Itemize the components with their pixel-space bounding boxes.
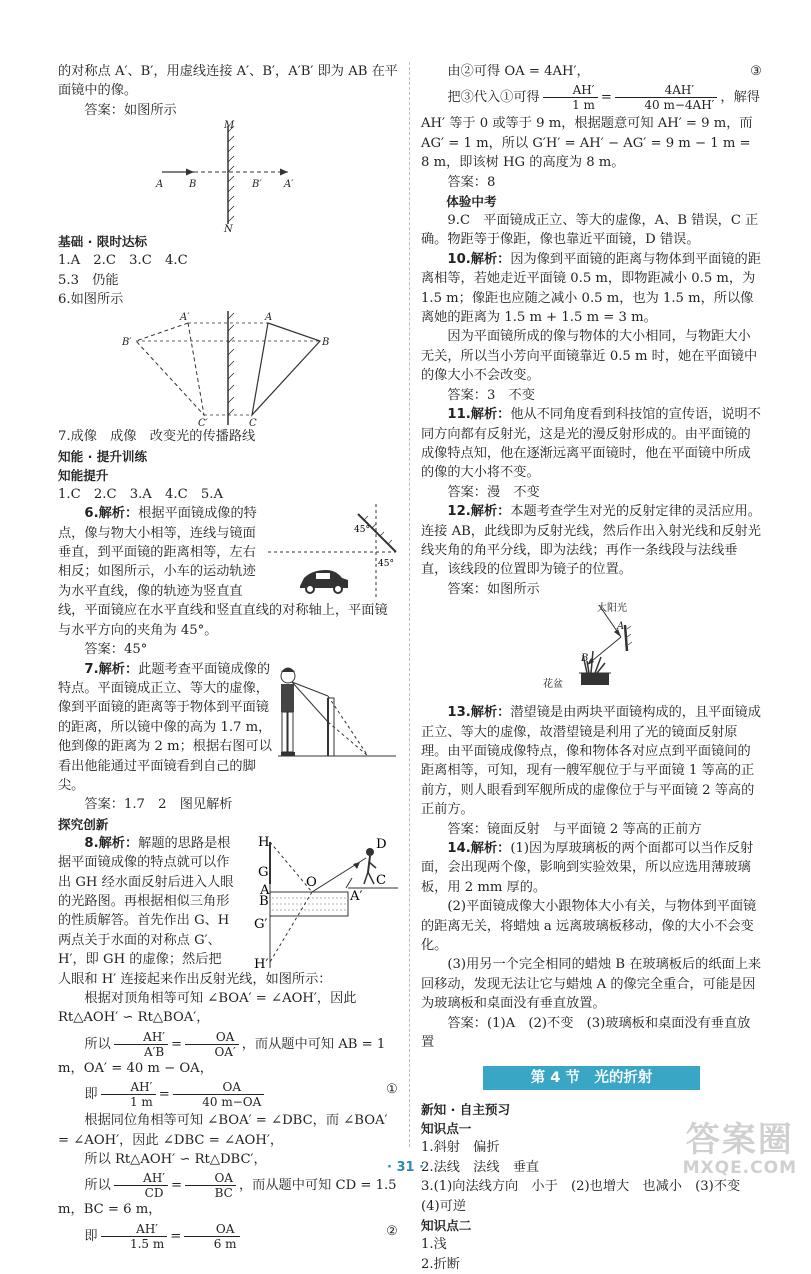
label-a: A: [265, 312, 273, 324]
column-divider: [409, 62, 410, 1147]
equation-number: ③: [750, 64, 762, 79]
fraction: $\frac{AH'}{1.5 m}$: [101, 1222, 168, 1251]
label-m: M: [224, 120, 235, 132]
fraction: $\frac{4AH'}{40 m-4AH'}$: [615, 83, 717, 112]
heading-knowledge-1: 知识点一: [421, 1121, 472, 1137]
label-o: O: [306, 874, 317, 890]
label-g-prime: G′: [254, 916, 268, 932]
heading-basic: 基础 · 限时达标: [58, 234, 148, 250]
label: 6.解析：: [84, 506, 139, 522]
paragraph: (2)平面镜成像大小跟物体大小有关，与物体到平面镜的距离无关，将蜡烛 a 远离玻璃板移动，像的大小不会变化。: [421, 899, 757, 954]
label: 12.解析：: [447, 504, 511, 520]
paragraph: 他从不同角度看到科技馆的宣传语，说明不同方向都有反射光，这是光的漫反射形成的。由平面镜的成像特点知，他在逐渐远离平面镜时，他在平面镜中所成的像的大小将不变。: [421, 407, 761, 481]
watermark: 答案圈 MXQE.COM: [682, 1120, 797, 1178]
answer-line: 1.C 2.C 3.A 4.C 5.A: [58, 486, 223, 502]
equation-number: ①: [386, 1082, 398, 1098]
paragraph: 因为像到平面镜的距离与物体到平面镜的距离相等，若她走近平面镜 0.5 m，即物距减小 0.5 m，为 1.5 m；像距也应随之减小 0.5 m，也为 1.5 m，所以像离她的距离为 1.5 m + 1.5 m = 3 m。: [421, 251, 761, 326]
label-a-prime: A′: [284, 179, 294, 191]
label-d: D: [376, 836, 387, 852]
fraction: $\frac{OA}{6 m}$: [184, 1222, 239, 1251]
fraction: $\frac{AH'}{CD}$: [114, 1171, 168, 1200]
fraction: $\frac{AH'}{A'B}$: [114, 1030, 168, 1059]
label-c-prime: C′: [198, 418, 208, 428]
paragraph: 根据同位角相等可知 ∠BOA′ = ∠DBC，而 ∠BOA′ = ∠AOH′，因此 ∠DBC = ∠AOH′，: [58, 1113, 388, 1148]
label-a: A: [260, 882, 270, 898]
label: 8.解析：: [84, 835, 139, 851]
label-a-prime: A′: [180, 312, 190, 324]
label: 7.解析：: [84, 661, 139, 677]
section-title: 第 4 节 光的折射: [483, 1066, 700, 1090]
fraction: $\frac{AH'}{1 m}$: [101, 1080, 156, 1109]
heading-exam: 体验中考: [446, 194, 497, 210]
label-b-prime: B′: [252, 179, 262, 191]
answer-line: 1.斜射 偏折: [421, 1140, 500, 1156]
answer: 答案：如图所示: [447, 581, 540, 597]
figure-sunlight-mirror: [421, 599, 762, 703]
figure-tree-water: [240, 834, 398, 968]
fraction: $\frac{OA}{BC}$: [185, 1171, 236, 1200]
figure-triangle-mirror: [58, 309, 398, 427]
angle-label: 45°: [354, 525, 370, 536]
answer-line: 1.A 2.C 3.C 4.C: [58, 253, 188, 269]
label-b: B: [322, 337, 330, 349]
paragraph: 此题考查平面镜成像的特点。平面镜成正立、等大的虚像，像到平面镜的距离等于物体到平面镜的距离，所以镜中像的高为 1.7 m，他到像的距离为 2 m；根据右图可以看出他能通过平面镜看到自己的脚尖。: [58, 661, 272, 793]
fraction: $\frac{OA}{40 m-OA}$: [173, 1080, 264, 1109]
label-b-prime: B′: [122, 337, 132, 349]
label-a: A: [156, 179, 164, 191]
answer: 答案：(1)A (2)不变 (3)玻璃板和桌面没有垂直放置: [421, 1015, 751, 1051]
answer-line: 3.(1)向法线方向 小于 (2)也增大 也减小 (3)不变 (4)可逆: [421, 1179, 754, 1214]
answer-line: 7.成像 成像 改变光的传播路线: [58, 429, 256, 445]
right-column: 由②可得 OA = 4AH′， ③ 把③代入①可得 $\frac{AH'}{1 m}$ = $\frac{4AH'}{40 m-4AH'}$ ，解得 AH′ 等于 0 或等于 9 m，根据题意可知 AH′ = 9 m，而 AG′ = 1 m，所以 G′H′ = AH′ − AG′ = 9 m − 1 m = 8 m，即该树 HG 的高度为 8 m。 答案：8 体验中考 9.C 平面镜成正立、等大的虚像，A、B 错误，C 正确。物距等于像距，像也靠近平面镜，D 错误。 10.解析：因为像到平面镜的距离与物体到平面镜的距离相等，若她走近平面镜 0.5 m，即物距减小 0.5 m，为 1.5 m；像距也应随之减小 0.5 m，也为 1.5 m，所以像离她的距离为 1.5 m + 1.5 m = 3 m。 因为平面镜所成的像与物体的大小相同，与物距大小无关，所以当小芳向平面镜靠近 0.5 m 时，她在平面镜中的像大小不会改变。 答案：3 不变 11.解析：他从不同角度看到科技馆的宣传语，说明不同方向都有反射光，这是光的漫反射形成的。由平面镜的成像特点知，他在逐渐远离平面镜时，他在平面镜中所成的像的大小将不变。 答案：漫 不变 12.解析：本题考查学生对光的反射定律的灵活应用。连接 AB，此线即为反射光线，然后作出入射光线和反射光线夹角的角平分线，即为法线；再作一条线段与法线垂直，该线段的位置即为镜子的位置。 答案：如图所示 太阳光 A B 花盆 13.解析：潜望镜是由两块平面镜构成的，且平面镜成正立、等大的虚像，故潜望镜是利用了光的镜面反射原理。由平面镜成像特点，像和物体各对应点到平面镜间的距离相等，可知，现有一艘军舰位于与平面镜 1 等高的正前方，则人眼看到军舰所成的虚像位于与平面镜 2 等高的正前方。 答案：镜面反射 与平面镜 2 等高的正前方 14.解析：(1)因为厚玻璃板的两个面都可以当作反射面，会出现两个像，影响到实验效果，所以应选用薄玻璃板，用 2 mm 厚的。 (2)平面镜成像大小跟物体大小有关，与物体到平面镜的距离无关，将蜡烛 a 远离玻璃板移动，像的大小不会变化。 (3)用另一个完全相同的蜡烛 B 在玻璃板后的纸面上来回移动，发现无法让它与蜡烛 A 的像完全重合，可能是因为玻璃板和桌面没有垂直放置。 答案：(1)A (2)不变 (3)玻璃板和桌面没有垂直放置 第 4 节 光的折射 新知 · 自主预习 知识点一 1.斜射 偏折 2.法线 法线 垂直 3.(1)向法线方向 小于 (2)也增大 也减小 (3)不变 (4)可逆 知识点二 1.浅 2.折断: [421, 62, 762, 1274]
answer-line: 5.3 仍能: [58, 272, 119, 288]
label-c: C: [376, 872, 387, 888]
heading-knowledge-2: 知识点二: [421, 1218, 472, 1234]
paragraph: 根据对顶角相等可知 ∠BOA′ = ∠AOH′，因此 Rt△AOH′ ∽ Rt△BOA′，: [58, 991, 357, 1026]
answer-line: 2.法线 法线 垂直: [421, 1159, 540, 1175]
answer: 答案：8: [447, 174, 496, 190]
paragraph: AH′ 等于 0 或等于 9 m，根据题意可知 AH′ = 9 m，而 AG′ = 1 m，所以 G′H′ = AH′ − AG′ = 9 m − 1 m = 8 m，即该树 HG 的高度为 8 m。: [421, 116, 753, 171]
paragraph: (3)用另一个完全相同的蜡烛 B 在玻璃板后的纸面上来回移动，发现无法让它与蜡烛 A 的像完全重合，可能是因为玻璃板和桌面没有垂直放置。: [421, 957, 762, 1012]
paragraph: 9.C 平面镜成正立、等大的虚像，A、B 错误，C 正确。物距等于像距，像也靠近平面镜，D 错误。: [421, 213, 759, 248]
label: 14.解析：: [447, 841, 511, 856]
figure-boy-mirror: [278, 660, 398, 768]
paragraph: 的对称点 A′、B′，用虚线连接 A′、B′，A′B′ 即为 AB 在平面镜中的像。: [58, 64, 398, 99]
figure-mirror-ab: [58, 120, 398, 232]
label-b: B: [581, 653, 589, 665]
equation-number: ②: [386, 1223, 398, 1239]
heading-explore: 探究创新: [58, 816, 109, 832]
heading-new: 新知 · 自主预习: [421, 1102, 511, 1118]
paragraph: 根据平面镜成像的特点，像与物大小相等，连线与镜面垂直，到平面镜的距离相等，左右相反；如图所示，小车的运动轨迹为水平直线，像的轨迹为竖直直线，平面镜应在水平直线和竖直直线的对称轴上，平面镜与水平方向的夹角为 45°。: [58, 506, 388, 638]
answer: 答案：镜面反射 与平面镜 2 等高的正前方: [447, 821, 702, 837]
answer: 答案：漫 不变: [447, 484, 540, 500]
answer: 答案：如图所示: [84, 102, 177, 118]
label: 10.解析：: [447, 251, 511, 267]
label-a: A: [617, 621, 625, 633]
paragraph: 解题的思路是根据平面镜成像的特点就可以作出 GH 经水面反射后进入人眼的光路图。再根据相似三角形的性质解答。首先作出 G、H 两点关于水面的对称点 G′、H′，即 GH 的虚像；然后把人眼和 H′ 连接起来作出反射光线，如图所示：: [58, 835, 332, 987]
paragraph: 潜望镜是由两块平面镜构成的，且平面镜成正立、等大的虚像，故潜望镜是利用了光的镜面反射原理。由平面镜成像特点，像和物体各对应点到平面镜间的距离相等，可知，现有一艘军舰位于与平面镜 1 等高的正前方，则人眼看到军舰所成的虚像位于与平面镜 2 等高的正前方。: [421, 705, 761, 818]
paragraph: 因为平面镜所成的像与物体的大小相同，与物距大小无关，所以当小芳向平面镜靠近 0.5 m 时，她在平面镜中的像大小不会改变。: [421, 329, 758, 384]
fraction: $\frac{AH'}{1 m}$: [543, 83, 598, 112]
paragraph: 所以 Rt△AOH′ ∽ Rt△DBC′，: [84, 1152, 267, 1168]
label-c: C: [249, 418, 257, 428]
label: 13.解析：: [447, 705, 511, 721]
paragraph: (1)因为厚玻璃板的两个面都可以当作反射面，会出现两个像，影响到实验效果，所以应选用薄玻璃板，用 2 mm 厚的。: [421, 841, 754, 895]
label-b: B: [259, 893, 269, 909]
label-b: B: [189, 179, 197, 191]
label-a-prime: A′: [350, 888, 363, 904]
answer-line: 2.折断: [421, 1256, 460, 1272]
label: 11.解析：: [447, 407, 511, 423]
answer: 答案：45°: [84, 642, 148, 658]
fraction: $\frac{OA}{OA'}$: [185, 1030, 239, 1059]
subheading-ability: 知能提升: [58, 467, 109, 483]
answer: 答案：3 不变: [447, 387, 535, 403]
angle-label: 45°: [378, 559, 394, 570]
label-h-prime: H′: [254, 956, 269, 968]
label-h: H: [258, 834, 270, 850]
left-column: 的对称点 A′、B′，用虚线连接 A′、B′，A′B′ 即为 AB 在平面镜中的像。 答案：如图所示 M N A B B′ A′ 基础 · 限时达标 1.A 2.C 3.C 4.C 5.3 仍能 6.如图所示 A′ A B′ B C′ C 7.成像 成像 改变光的传播路线 知能 · 提升训练 知能提升 1.C 2.C 3.A 4.C 5.A 45° 45° 6.解析：根据平面镜成像的特点，像与物大小相等，连线与镜面垂直，到平面镜的距离相等，左右相反；如图所示，小车的运动轨迹为水平直线，像的轨迹为竖直直线，平面镜应在水平直线和竖直直线的对称轴上，平面镜与水平方向的夹角为 45°。 答案：45° 7.解析：此题考查平面镜成像的特点。平面镜成正立、等大的虚像，像到平面镜的距离等于物体到平面镜的距离，所以镜中像的高为 1.7 m，他到像的距离为 2 m；根据右图可以看出他能通过平面镜看到自己的脚尖。 答案：1.7 2 图见解析 探究创新 H G A B G′ H′ O A′ C D 8.解析：解题的思路是根据平面镜成像的特点就可以作出 GH 经水面反射后进入人眼的光路图。再根据相似三角形的性质解答。首先作出 G、H 两点关于水面的对称点 G′、H′，即 GH 的虚像；然后把人眼和 H′ 连接起来作出反射光线，如图所示： 根据对顶角相等可知 ∠BOA′ = ∠AOH′，因此 Rt△AOH′ ∽ Rt△BOA′， 所以 $\frac{AH'}{A'B}$ = $\frac{OA}{OA'}$ ，而从题中可知 AB = 1 m，OA′ = 40 m − OA， 即 $\frac{AH'}{1 m}$ = $\frac{OA}{40 m-OA}$ ① 根据同位角相等可知 ∠BOA′ = ∠DBC，而 ∠BOA′ = ∠AOH′，因此 ∠DBC = ∠AOH′， 所以 Rt△AOH′ ∽ Rt△DBC′， 所以 $\frac{AH'}{CD}$ = $\frac{OA}{BC}$ ，而从题中可知 CD = 1.5 m，BC = 6 m， 即 $\frac{AH'}{1.5 m}$ = $\frac{OA}{6 m}$ ②: [58, 64, 398, 1251]
answer-line: 6.如图所示: [58, 292, 124, 308]
label-pot: 花盆: [543, 679, 563, 691]
heading-ability: 知能 · 提升训练: [58, 448, 148, 464]
answer: 答案：1.7 2 图见解析: [84, 797, 233, 813]
figure-car-mirror: [268, 504, 398, 598]
paragraph: 本题考查学生对光的反射定律的灵活应用。连接 AB，此线即为反射光线，然后作出入射光线和反射光线夹角的角平分线，即为法线；再作一条线段与法线垂直，该线段的位置即为镜子的位置。: [421, 504, 761, 578]
label-g: G: [258, 864, 269, 880]
answer-line: 1.浅: [421, 1237, 447, 1253]
page-number: · 31 ·: [386, 1160, 425, 1175]
label-n: N: [224, 224, 233, 233]
label-sunlight: 太阳光: [597, 603, 627, 615]
